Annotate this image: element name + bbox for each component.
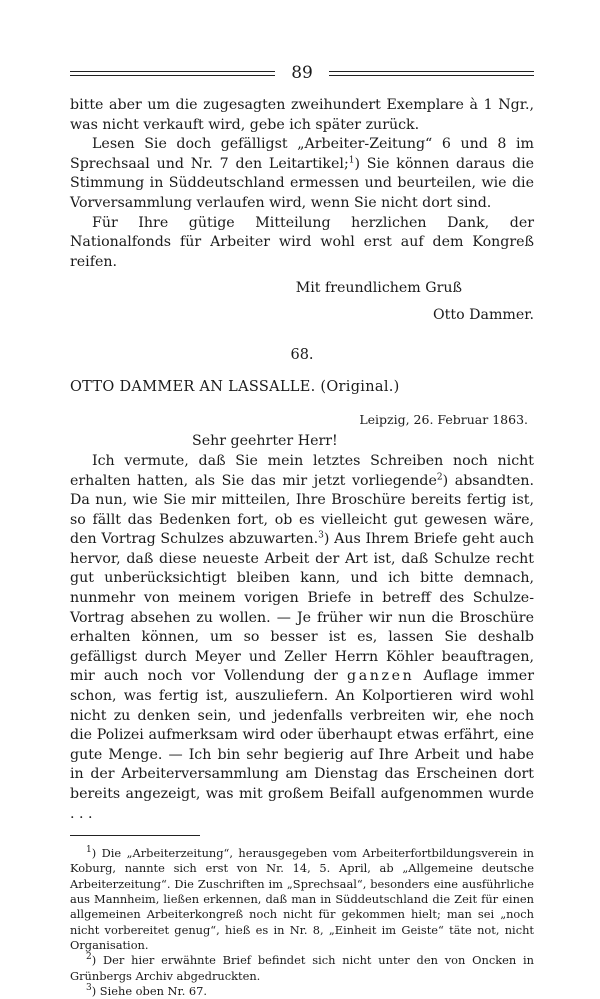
footnote-2: $^2$) Der hier erwähnte Brief befindet sich nicht unter den von Oncken in Grünbergs Archiv abgedruckten. <box>70 952 534 983</box>
footnote-3: $^3$) Siehe oben Nr. 67. <box>86 983 208 998</box>
letter-signature: Otto Dammer. <box>433 306 534 323</box>
letter-closing: Mit freundlichem Gruß <box>295 280 462 297</box>
header-rule-left <box>70 71 275 76</box>
footnote-ref-1: 1 <box>348 155 355 166</box>
continued-paragraph-3: Für Ihre gütige Mitteilung herzlichen Dank, der Nationalfonds für Arbeiter wird wohl erst auf dem Kongreß reifen. <box>70 214 534 270</box>
letter-date: Leipzig, 26. Februar 1863. <box>359 411 528 427</box>
continued-paragraph-2: Lesen Sie doch gefälligst „Arbeiter-Zeitung“ 6 und 8 im Sprechsaal und Nr. 7 den Leitartikel;$^1$) Sie können daraus die Stimmung in Süddeutschland ermessen und beurteilen, wie die Vorversammlung verlaufen wird, wenn Sie nicht dort sind. <box>70 136 534 211</box>
footnote-1: $^1$) Die „Arbeiterzeitung“, herausgegeben vom Arbeiterfortbildungsverein in Koburg, nannte sich erst von Nr. 14, 5. April, ab „Allgemeine deutsche Arbeiterzeitung“. Die Zuschriften im „Sprechsaal“, besonders eine ausführliche aus Mannheim, ließen erkennen, daß man in Süddeutschland die Zeit für einen allgemeinen Arbeiterkongreß noch nicht für gekommen hielt; man sei „noch nicht vorbereitet genug“, hieß es in Nr. 8, „Einheit im Geiste“ täte not, nicht Organisation. <box>70 845 534 952</box>
spaced-emphasis: ganzen <box>347 668 415 685</box>
footnote-ref-2: 2 <box>436 471 443 482</box>
page-header <box>70 58 534 88</box>
letter-body: Ich vermute, daß Sie mein letztes Schreiben noch nicht erhalten hatten, als Sie das mir jetzt vorliegende$^2$) absandten. Da nun, wie Sie mir mitteilen, Ihre Broschüre bereits fertig ist, so fällt das Bedenken fort, ob es vielleicht gut gewesen wäre, den Vortrag Schulzes abzuwarten.$^3$) Aus Ihrem Briefe geht auch hervor, daß diese neueste Arbeit der Art ist, daß Schulze recht gut unberücksichtigt bleiben kann, und ich bitte demnach, nunmehr von meinem vorigen Briefe in betreff des Schulze-Vortrag absehen zu wollen. — Je früher wir nun die Broschüre erhalten können, um so besser ist es, lassen Sie deshalb gefälligst durch Meyer und Zeller Herrn Köhler beauftragen, mir auch noch vor Vollendung der ganzen Auflage immer schon, was fertig ist, auszuliefern. An Kolportieren wird wohl nicht zu denken sein, und jedenfalls verbreiten wir, ehe noch die Polizei aufmerksam wird oder überhaupt etwas erfährt, eine gute Menge. — Ich bin sehr begierig auf Ihre Arbeit und habe in der Arbeiterversammlung am Dienstag das Erscheinen dort bereits angezeigt, was mit großem Beifall aufgenommen wurde . . . <box>70 452 534 822</box>
header-rule-right <box>329 71 534 76</box>
letter-salutation: Sehr geehrter Herr! <box>192 433 338 450</box>
letter-title: OTTO DAMMER AN LASSALLE. (Original.) <box>70 379 400 396</box>
footnote-separator <box>70 835 200 836</box>
book-page <box>70 58 534 999</box>
footnote-ref-3: 3 <box>318 530 324 541</box>
continued-paragraph-1: bitte aber um die zugesagten zweihundert Exemplare à 1 Ngr., was nicht verkauft wird, gebe ich später zurück. <box>70 97 534 133</box>
page-number: 89 <box>291 63 313 83</box>
letter-number: 68. <box>290 346 314 363</box>
